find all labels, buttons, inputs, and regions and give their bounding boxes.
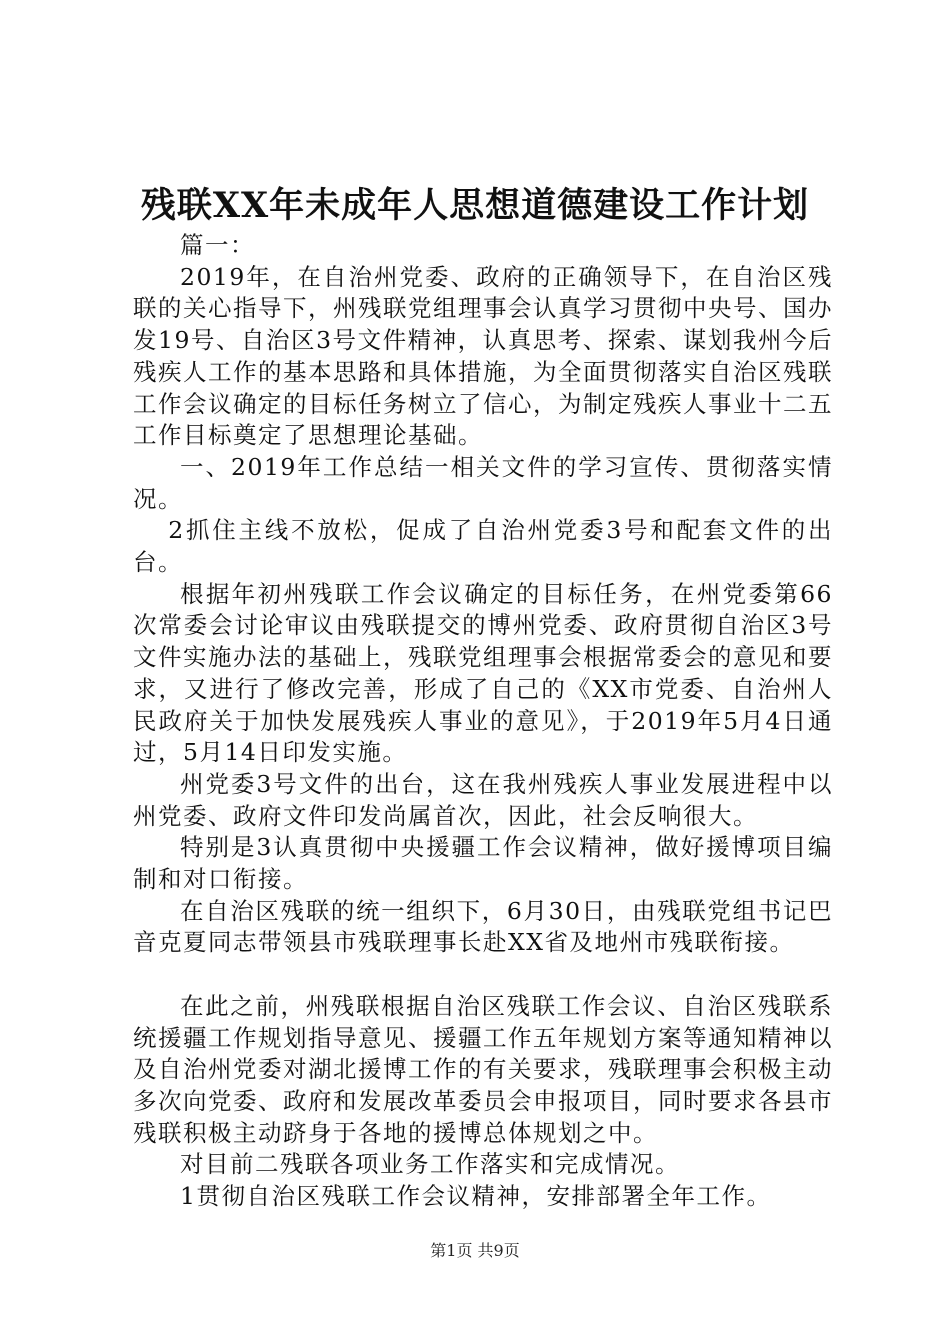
paragraph: 2抓住主线不放松，促成了自治州党委3号和配套文件的出台。	[133, 516, 833, 577]
document-title: 残联XX年未成年人思想道德建设工作计划	[140, 185, 810, 226]
paragraph: 在自治区残联的统一组织下，6月30日，由残联党组书记巴音克夏同志带领县市残联理事长赴XX省及地州市残联衔接。	[133, 896, 833, 957]
paragraph: 特别是3认真贯彻中央援疆工作会议精神，做好援博项目编制和对口衔接。	[133, 833, 833, 894]
page-number-footer: 第1页 共9页	[430, 1241, 520, 1260]
paragraph: 在此之前，州残联根据自治区残联工作会议、自治区残联系统援疆工作规划指导意见、援疆工作五年规划方案等通知精神以及自治州党委对湖北援博工作的有关要求，残联理事会积极主动多次向党委、政府和发展改革委员会申报项目，同时要求各县市残联积极主动跻身于各地的援博总体规划之中。	[133, 991, 833, 1147]
paragraph: 州党委3号文件的出台，这在我州残疾人事业发展进程中以州党委、政府文件印发尚属首次，因此，社会反响很大。	[133, 769, 833, 830]
paragraph: 2019年，在自治州党委、政府的正确领导下，在自治区残联的关心指导下，州残联党组理事会认真学习贯彻中央号、国办发19号、自治区3号文件精神，认真思考、探索、谋划我州今后残疾人工作的基本思路和具体措施，为全面贯彻落实自治区残联工作会议确定的目标任务树立了信心，为制定残疾人事业十二五工作目标奠定了思想理论基础。	[133, 262, 833, 450]
paragraph: 一、2019年工作总结一相关文件的学习宣传、贯彻落实情况。	[133, 452, 833, 513]
paragraph: 根据年初州残联工作会议确定的目标任务，在州党委第66次常委会讨论审议由残联提交的博州党委、政府贯彻自治区3号文件实施办法的基础上，残联党组理事会根据常委会的意见和要求，又进行了修改完善，形成了自己的《XX市党委、自治州人民政府关于加快发展残疾人事业的意见》，于2019年5月4日通过，5月14日印发实施。	[133, 579, 833, 767]
paragraph: 对目前二残联各项业务工作落实和完成情况。	[180, 1150, 680, 1179]
paragraph: 1贯彻自治区残联工作会议精神，安排部署全年工作。	[180, 1182, 772, 1211]
paragraph-heading: 篇一：	[180, 231, 255, 259]
document-body	[133, 230, 833, 1213]
